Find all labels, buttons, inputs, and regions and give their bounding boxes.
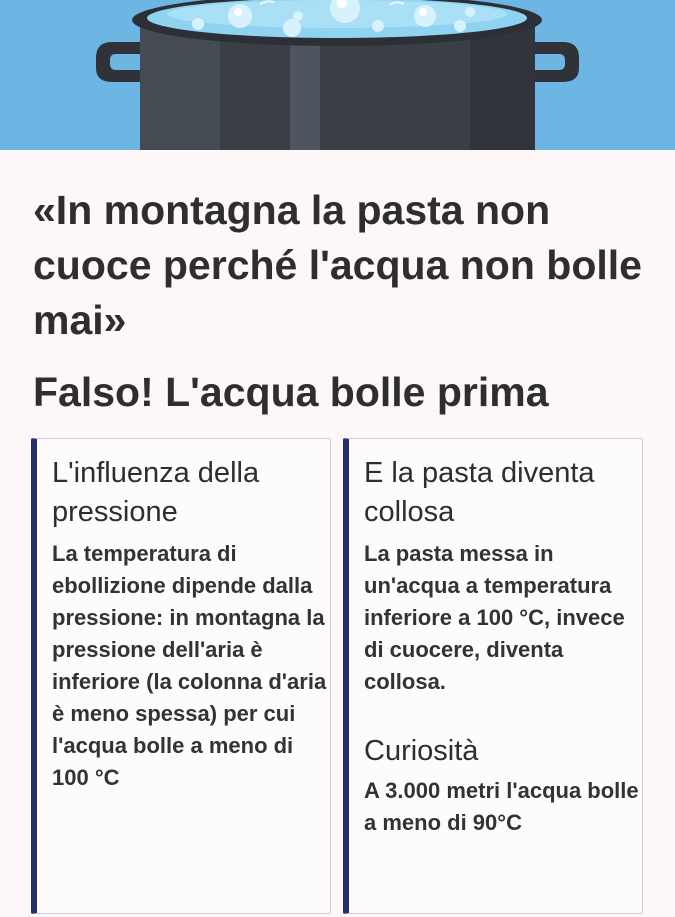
page-title: «In montagna la pasta non cuoce perché l'acqua non bolle mai»	[33, 187, 642, 343]
info-card-pressure	[31, 438, 331, 914]
card-title: L'influenza della pressione	[52, 457, 260, 528]
curiosity-text: A 3.000 metri l'acqua bolle a meno di 90°C	[364, 778, 639, 835]
curiosity-title: Curiosità	[364, 735, 479, 767]
hero-banner	[0, 0, 675, 150]
boiling-pot-icon	[0, 0, 675, 150]
info-card-pasta	[343, 438, 643, 914]
page-subtitle: Falso! L'acqua bolle prima	[33, 369, 549, 415]
card-text: La pasta messa in un'acqua a temperatura inferiore a 100 °C, invece di cuocere, diventa collosa.	[364, 541, 625, 694]
card-title: E la pasta diventa collosa	[364, 457, 595, 528]
card-text: La temperatura di ebollizione dipende dalla pressione: in montagna la pressione dell'aria è inferiore (la colonna d'aria è meno spessa) per cui l'acqua bolle a meno di 100 °C	[52, 541, 327, 790]
